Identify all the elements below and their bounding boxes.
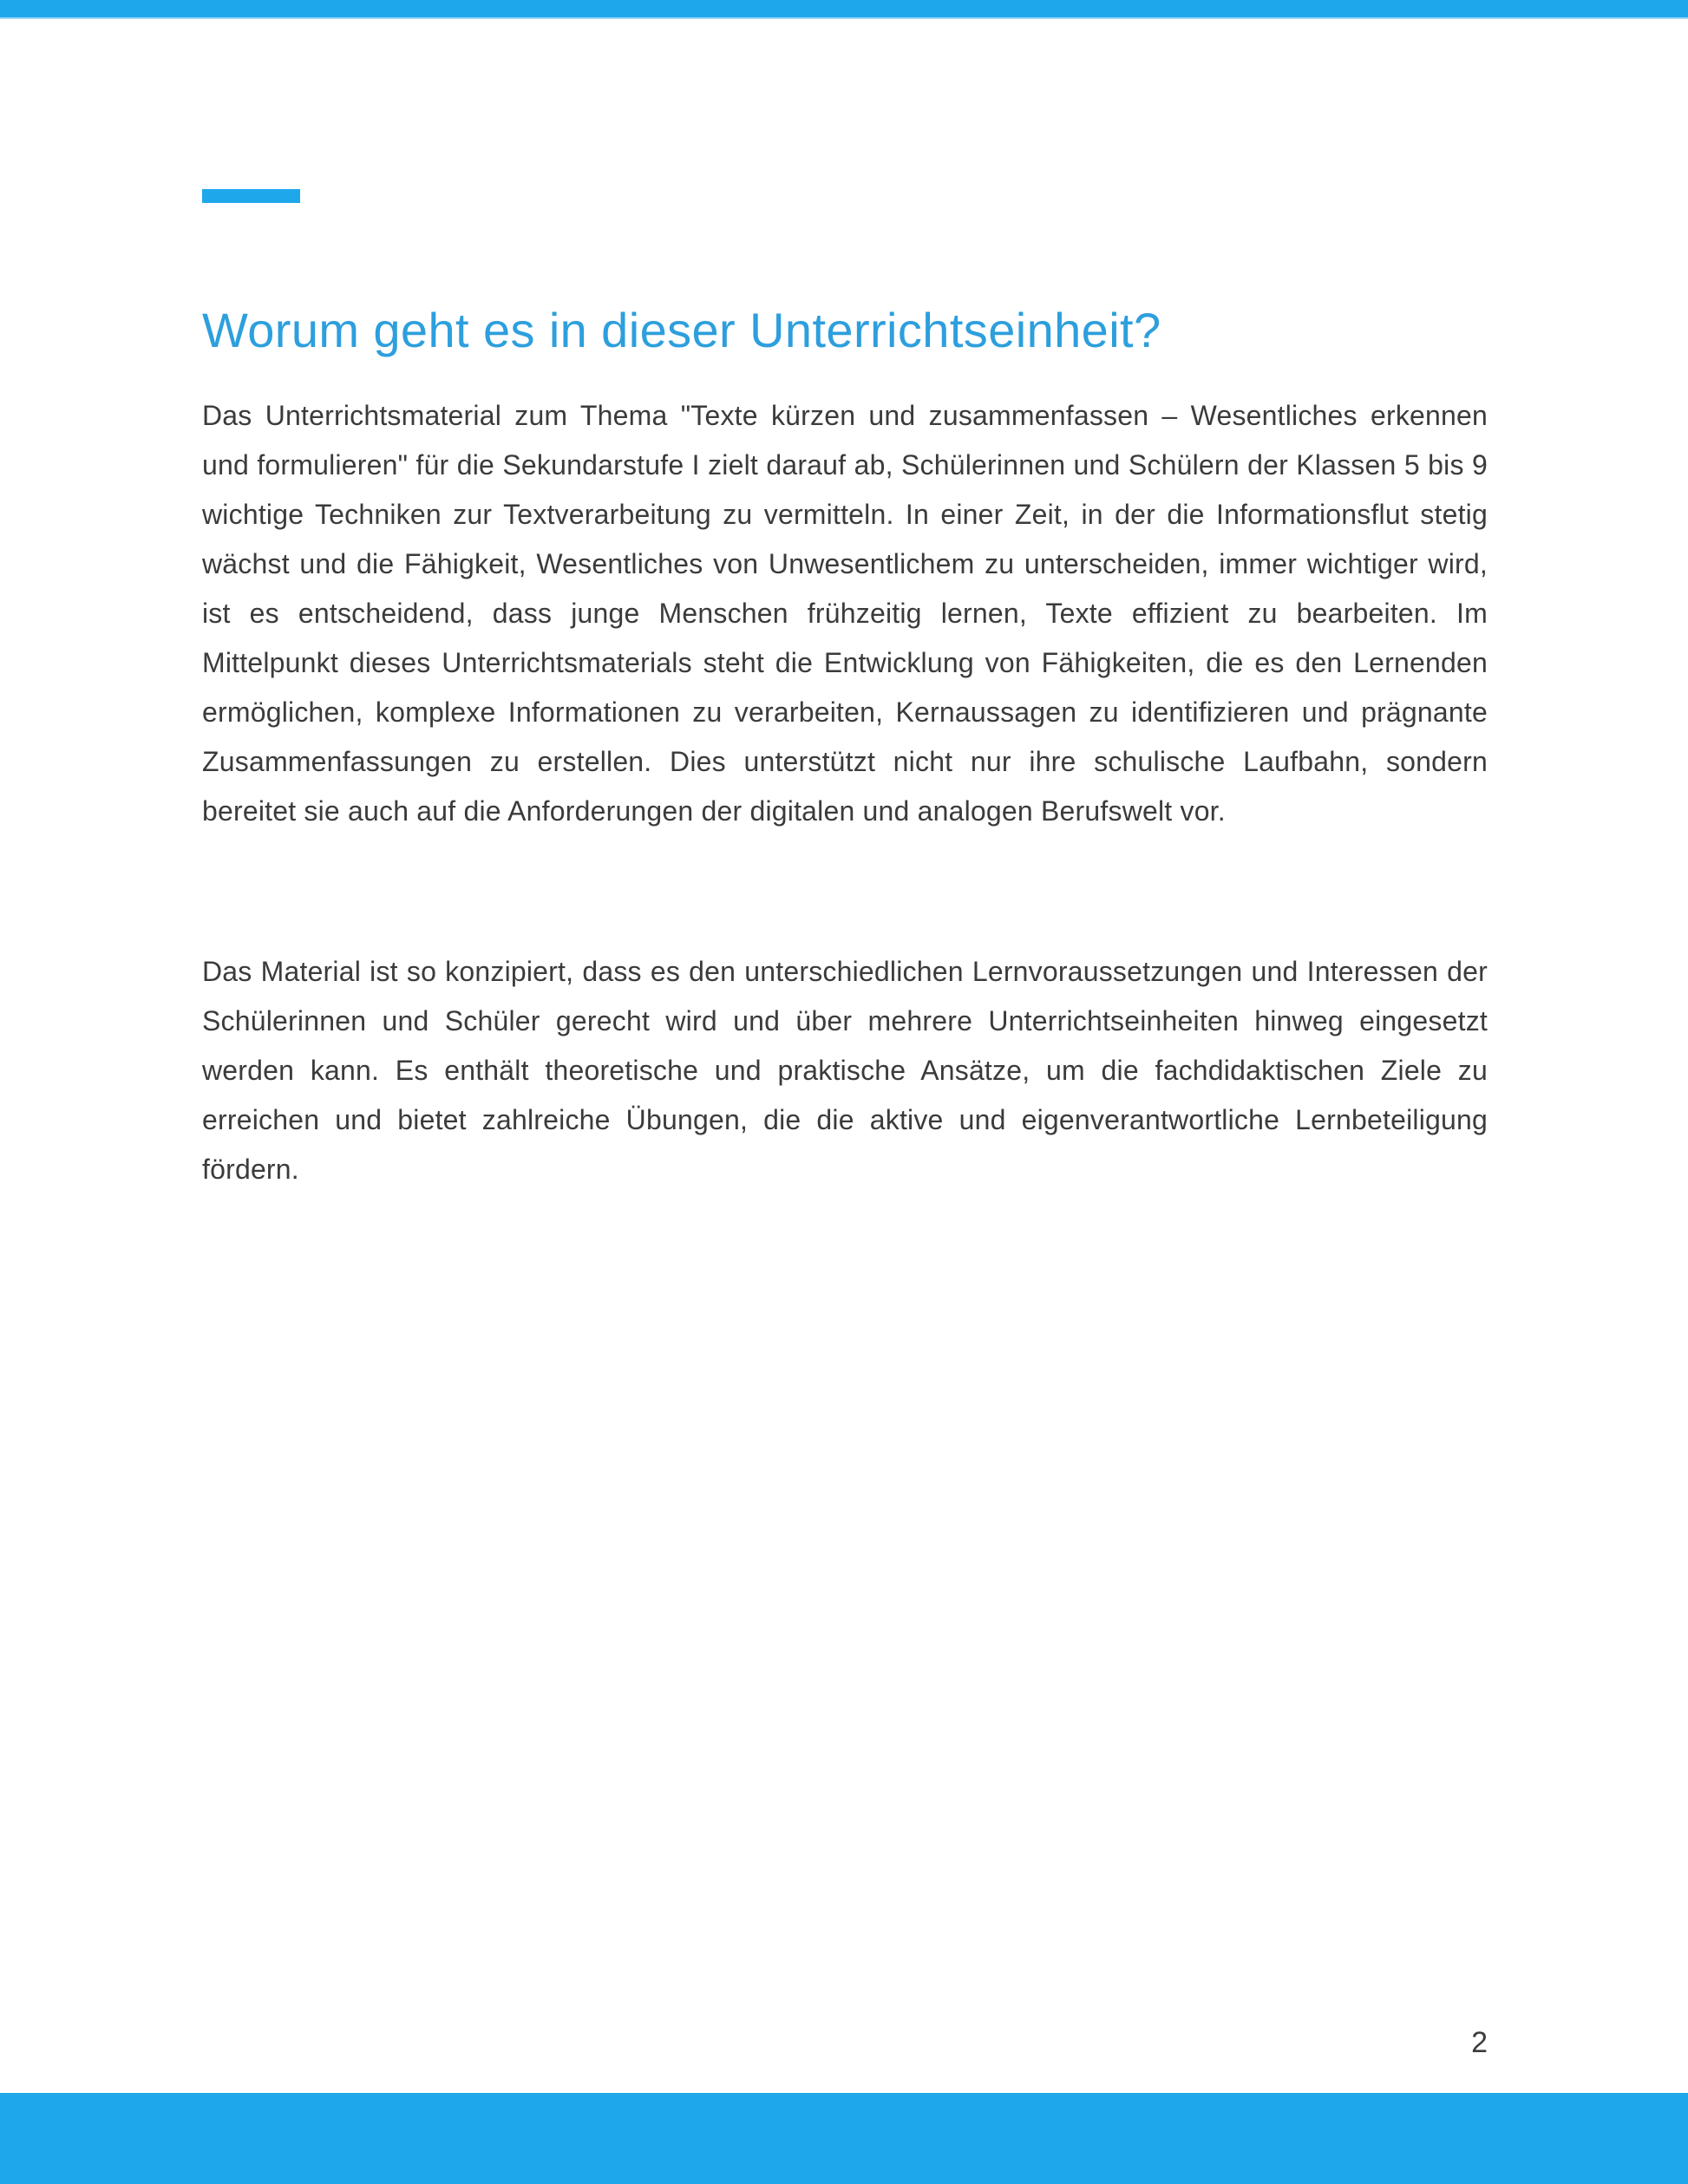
page-title: Worum geht es in dieser Unterrichtseinheit?	[202, 303, 1161, 357]
body-text-block	[202, 391, 1488, 1194]
section-accent-dash	[202, 189, 300, 203]
top-accent-bar	[0, 0, 1688, 19]
bottom-accent-bar	[0, 2093, 1688, 2184]
page-number: 2	[1471, 2026, 1488, 2059]
body-paragraph: Das Material ist so konzipiert, dass es den unterschiedlichen Lernvoraussetzungen und Interessen der Schülerinnen und Schüler gerecht wird und über mehrere Unterrichtseinheiten hinweg eingesetzt werden kann. Es enthält theoretische und praktische Ansätze, um die fachdidaktischen Ziele zu erreichen und bietet zahlreiche Übungen, die die aktive und eigenverantwortliche Lernbeteiligung fördern.	[202, 956, 1488, 1185]
body-paragraph: Das Unterrichtsmaterial zum Thema "Texte kürzen und zusammenfassen – Wesentliches erkennen und formulieren" für die Sekundarstufe I zielt darauf ab, Schülerinnen und Schülern der Klassen 5 bis 9 wichtige Techniken zur Textverarbeitung zu vermitteln. In einer Zeit, in der die Informationsflut stetig wächst und die Fähigkeit, Wesentliches von Unwesentlichem zu unterscheiden, immer wichtiger wird, ist es entscheidend, dass junge Menschen frühzeitig lernen, Texte effizient zu bearbeiten. Im Mittelpunkt dieses Unterrichtsmaterials steht die Entwicklung von Fähigkeiten, die es den Lernenden ermöglichen, komplexe Informationen zu verarbeiten, Kernaussagen zu identifizieren und prägnante Zusammenfassungen zu erstellen. Dies unterstützt nicht nur ihre schulische Laufbahn, sondern bereitet sie auch auf die Anforderungen der digitalen und analogen Berufswelt vor.	[202, 400, 1488, 827]
